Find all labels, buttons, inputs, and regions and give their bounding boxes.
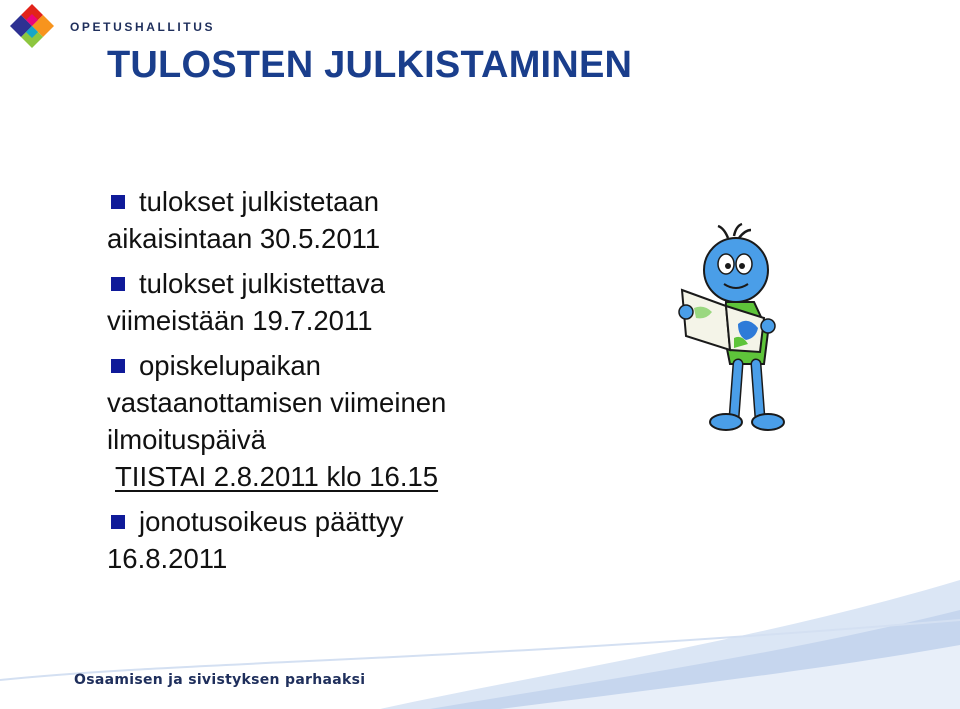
bullet-square-icon bbox=[111, 277, 125, 291]
bullet-item bbox=[107, 347, 537, 495]
deadline-highlight: TIISTAI 2.8.2011 klo 16.15 bbox=[115, 461, 439, 492]
bullet-square-icon bbox=[111, 359, 125, 373]
bullet-text-line2: 16.8.2011 bbox=[107, 543, 228, 574]
bullet-text-line1: tulokset julkistetaan bbox=[139, 186, 379, 217]
diamond-logo-icon bbox=[8, 3, 56, 51]
bullet-list bbox=[107, 183, 537, 585]
brand-name: OPETUSHALLITUS bbox=[70, 20, 216, 34]
bullet-text-line1: jonotusoikeus päättyy bbox=[139, 506, 404, 537]
bullet-text-line3: ilmoituspäivä bbox=[107, 424, 266, 455]
footer-slogan: Osaamisen ja sivistyksen parhaaksi bbox=[74, 672, 366, 688]
bullet-square-icon bbox=[111, 195, 125, 209]
bullet-text-line1: tulokset julkistettava bbox=[139, 268, 386, 299]
bullet-item bbox=[107, 265, 537, 339]
bullet-square-icon bbox=[111, 515, 125, 529]
reading-mascot-icon bbox=[668, 222, 798, 437]
bullet-item bbox=[107, 183, 537, 257]
bullet-text-line2: vastaanottamisen viimeinen bbox=[107, 387, 447, 418]
bullet-text-line1: opiskelupaikan bbox=[139, 350, 321, 381]
slide-title: TULOSTEN JULKISTAMINEN bbox=[107, 44, 633, 86]
bullet-text-line2: viimeistään 19.7.2011 bbox=[107, 305, 373, 336]
bullet-text-line2: aikaisintaan 30.5.2011 bbox=[107, 223, 381, 254]
